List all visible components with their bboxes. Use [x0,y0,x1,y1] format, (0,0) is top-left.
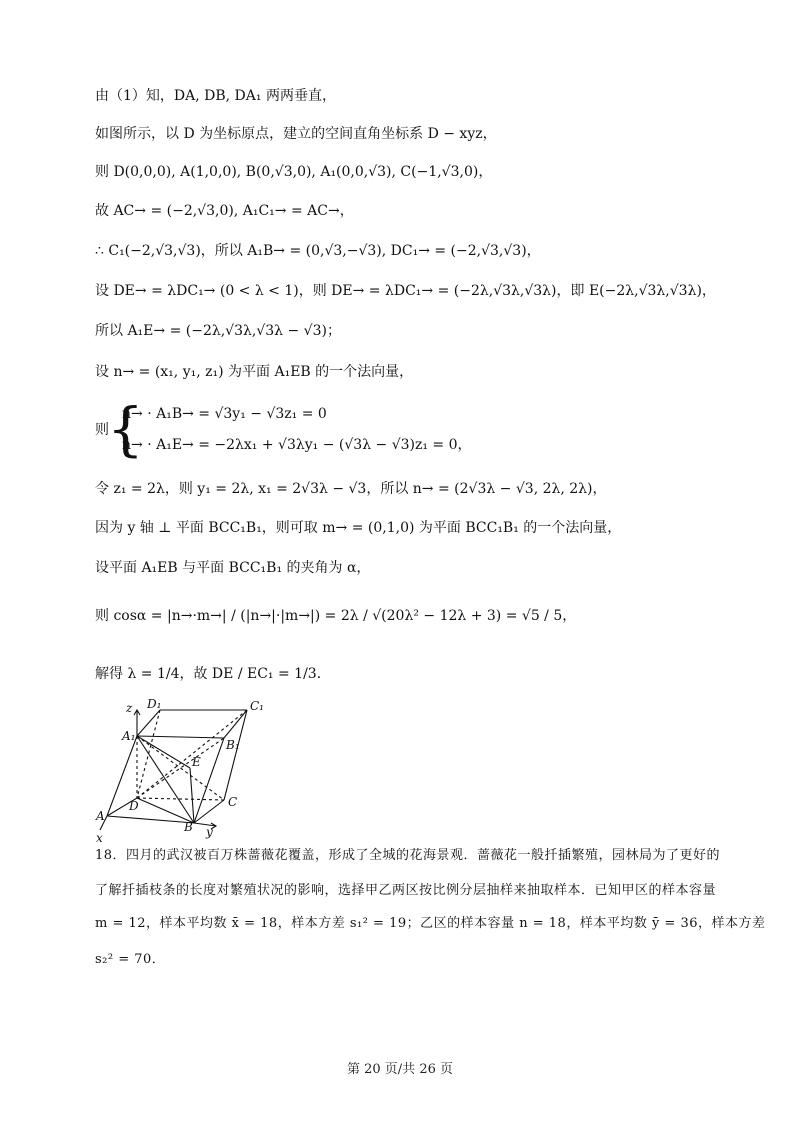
segment-d-c1 [137,710,247,798]
edge-d-c [137,798,224,800]
label-c: C [228,795,238,809]
label-b1: B₁ [226,738,240,752]
problem-18-line-1: 18．四月的武汉被百万株蔷薇花覆盖，形成了全城的花海景观．蔷薇花一般扦插繁殖，园林局为了更好的 [95,848,721,863]
problem-18-line-2: 了解扦插枝条的长度对繁殖状况的影响，选择甲乙两区按比例分层抽样来抽取样本．已知甲区的样本容量 [95,883,717,898]
equation-system-brace: { [107,395,144,463]
solution-line-12: 则 cosα = |n→·m→| / (|n→|·|m→|) = 2λ / √(20λ² − 12λ + 3) = √5 / 5， [95,608,577,624]
label-a1: A₁ [122,729,136,743]
label-x: x [96,831,103,845]
page-footer: 第 20 页/共 26 页 [347,1062,453,1077]
label-y: y [206,825,213,839]
problem-18-line-4: s₂² = 70． [95,952,166,967]
equation-system-lead: 则 [95,422,109,438]
segment-a1-c [137,736,224,800]
solution-line-6: 设 DE→ = λDC₁→ (0 < λ < 1)，则 DE→ = λDC₁→ = (−2λ,√3λ,√3λ)，即 E(−2λ,√3λ,√3λ)， [95,283,716,299]
equation-system-eq1: n→ · A₁B→ = √3y₁ − √3z₁ = 0 [122,406,327,422]
label-d1: D₁ [147,698,162,711]
label-b: B [184,820,193,834]
segment-a1-e [137,736,190,768]
edge-b1-a1 [137,736,224,738]
solution-line-3: 则 D(0,0,0), A(1,0,0), B(0,√3,0), A₁(0,0,√3), C(−1,√3,0)， [95,164,493,180]
label-c1: C₁ [250,699,264,713]
solution-line-13: 解得 λ = 1/4，故 DE / EC₁ = 1/3． [95,666,331,682]
label-e: E [192,755,201,769]
solution-line-1: 由（1）知，DA, DB, DA₁ 两两垂直， [95,88,336,104]
edge-b-b1 [194,738,224,823]
label-z: z [126,701,133,715]
solution-line-11: 设平面 A₁EB 与平面 BCC₁B₁ 的夹角为 α， [95,560,371,576]
problem-18-line-3: m = 12，样本平均数 x̄ = 18，样本方差 s₁² = 19；乙区的样本容量 n = 18，样本平均数 ȳ = 36，样本方差 [95,916,766,931]
equation-system-eq2: n→ · A₁E→ = −2λx₁ + √3λy₁ − (√3λ − √3)z₁ = 0， [122,437,472,453]
solution-line-5: ∴ C₁(−2,√3,√3)，所以 A₁B→ = (0,√3,−√3), DC₁→ = (−2,√3,√3)， [95,243,541,259]
label-a: A [96,809,105,823]
solution-line-7: 所以 A₁E→ = (−2λ,√3λ,√3λ − √3)； [95,323,341,339]
solution-line-8: 设 n→ = (x₁, y₁, z₁) 为平面 A₁EB 的一个法向量， [95,364,414,380]
solution-line-2: 如图所示，以 D 为坐标原点，建立的空间直角坐标系 D − xyz， [95,126,497,142]
prism-figure [92,698,272,848]
solution-line-9: 令 z₁ = 2λ，则 y₁ = 2λ, x₁ = 2√3λ − √3，所以 n→ = (2√3λ − √3, 2λ, 2λ)， [95,481,607,497]
solution-line-10: 因为 y 轴 ⊥ 平面 BCC₁B₁，则可取 m→ = (0,1,0) 为平面 BCC₁B₁ 的一个法向量， [95,520,622,536]
solution-line-4: 故 AC→ = (−2,√3,0), A₁C₁→ = AC→， [95,203,354,219]
label-d: D [129,799,139,813]
